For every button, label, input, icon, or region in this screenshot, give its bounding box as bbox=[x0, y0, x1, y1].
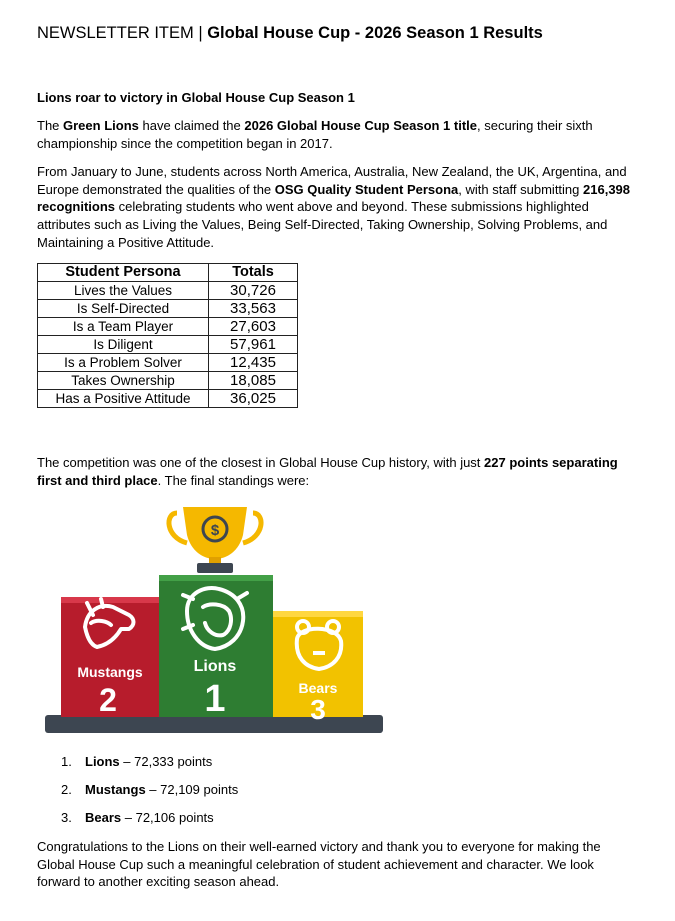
persona-cell: Has a Positive Attitude bbox=[38, 390, 209, 408]
team-points: – 72,106 points bbox=[121, 810, 214, 825]
mustangs-label: Mustangs bbox=[77, 664, 143, 680]
total-cell: 57,961 bbox=[209, 336, 298, 354]
points-gap-bold: 227 points separating first and third place bbox=[37, 455, 618, 488]
table-row bbox=[38, 372, 298, 390]
recognitions-bold: 216,398 recognitions bbox=[37, 181, 631, 215]
persona-cell: Is Self-Directed bbox=[38, 300, 209, 318]
podium-image bbox=[37, 499, 397, 739]
closing-paragraph: Congratulations to the Lions on their well-earned victory and thank you to everyone for making the Global House Cup such a meaningful celebration of student achievement and character. We look forward to another exciting season ahead. bbox=[37, 839, 601, 890]
podium-top-third bbox=[273, 611, 363, 617]
place-1-number: 1 bbox=[204, 678, 226, 720]
article-headline: Lions roar to victory in Global House Cup Season 1 bbox=[37, 90, 355, 105]
team-name: Bears bbox=[85, 810, 122, 825]
team-points: – 72,333 points bbox=[119, 754, 213, 769]
team-name: Mustangs bbox=[85, 782, 146, 797]
table-row bbox=[38, 390, 298, 408]
persona-table bbox=[37, 263, 298, 408]
table-row bbox=[38, 300, 298, 318]
place-2-number: 2 bbox=[99, 682, 117, 718]
recognitions-paragraph: From January to June, students across North America, Australia, New Zealand, the UK, Argentina, and Europe demonstrated the qualities of the OSG Quality Student Persona, with staff submitting 216,398 recognitions celebrating students who went above and beyond. These submissions highlighted attributes such as Living the Values, Being Self-Directed, Taking Ownership, Solving Problems, and Maintaining a Positive Attitude. bbox=[37, 164, 631, 250]
lions-label: Lions bbox=[193, 658, 237, 675]
persona-cell: Takes Ownership bbox=[38, 372, 209, 390]
podium-top-second bbox=[61, 597, 159, 603]
standings-list bbox=[37, 753, 238, 837]
persona-bold: OSG Quality Student Persona bbox=[274, 181, 459, 197]
table-row bbox=[38, 318, 298, 336]
svg-text:$: $ bbox=[210, 522, 220, 539]
total-cell: 36,025 bbox=[209, 390, 298, 408]
standings-intro-paragraph: The competition was one of the closest in Global House Cup history, with just 227 points separating first and third place. The final standings were: bbox=[37, 455, 618, 488]
table-row bbox=[38, 282, 298, 300]
total-cell: 12,435 bbox=[209, 354, 298, 372]
list-index: 1. bbox=[61, 754, 72, 769]
green-lions-bold: Green Lions bbox=[63, 118, 139, 133]
trophy-icon bbox=[169, 507, 261, 573]
table-header-row bbox=[38, 264, 298, 282]
season-title-bold: 2026 Global House Cup Season 1 title bbox=[244, 118, 478, 133]
title-main: Global House Cup - 2026 Season 1 Results bbox=[207, 24, 543, 42]
persona-cell: Lives the Values bbox=[38, 282, 209, 300]
newsletter-title bbox=[37, 22, 543, 44]
total-cell: 33,563 bbox=[209, 300, 298, 318]
list-item bbox=[37, 809, 238, 837]
header-totals: Totals bbox=[209, 264, 298, 282]
intro-paragraph: The Green Lions have claimed the 2026 Global House Cup Season 1 title, securing their sixth championship since the competition began in 2017. bbox=[37, 118, 593, 151]
team-points: – 72,109 points bbox=[145, 782, 239, 797]
persona-cell: Is a Team Player bbox=[38, 318, 209, 336]
persona-cell: Is a Problem Solver bbox=[38, 354, 209, 372]
team-name: Lions bbox=[85, 754, 120, 769]
list-item bbox=[37, 781, 238, 809]
table-row bbox=[38, 336, 298, 354]
total-cell: 27,603 bbox=[209, 318, 298, 336]
total-cell: 18,085 bbox=[209, 372, 298, 390]
list-index: 3. bbox=[61, 810, 72, 825]
list-item bbox=[37, 753, 238, 781]
header-persona: Student Persona bbox=[38, 264, 209, 282]
place-3-number: 3 bbox=[310, 694, 326, 725]
title-prefix: NEWSLETTER ITEM | bbox=[37, 24, 208, 42]
table-row bbox=[38, 354, 298, 372]
bears-label: Bears bbox=[298, 680, 338, 696]
list-index: 2. bbox=[61, 782, 72, 797]
podium-top-first bbox=[159, 575, 273, 581]
total-cell: 30,726 bbox=[209, 282, 298, 300]
persona-cell: Is Diligent bbox=[38, 336, 209, 354]
